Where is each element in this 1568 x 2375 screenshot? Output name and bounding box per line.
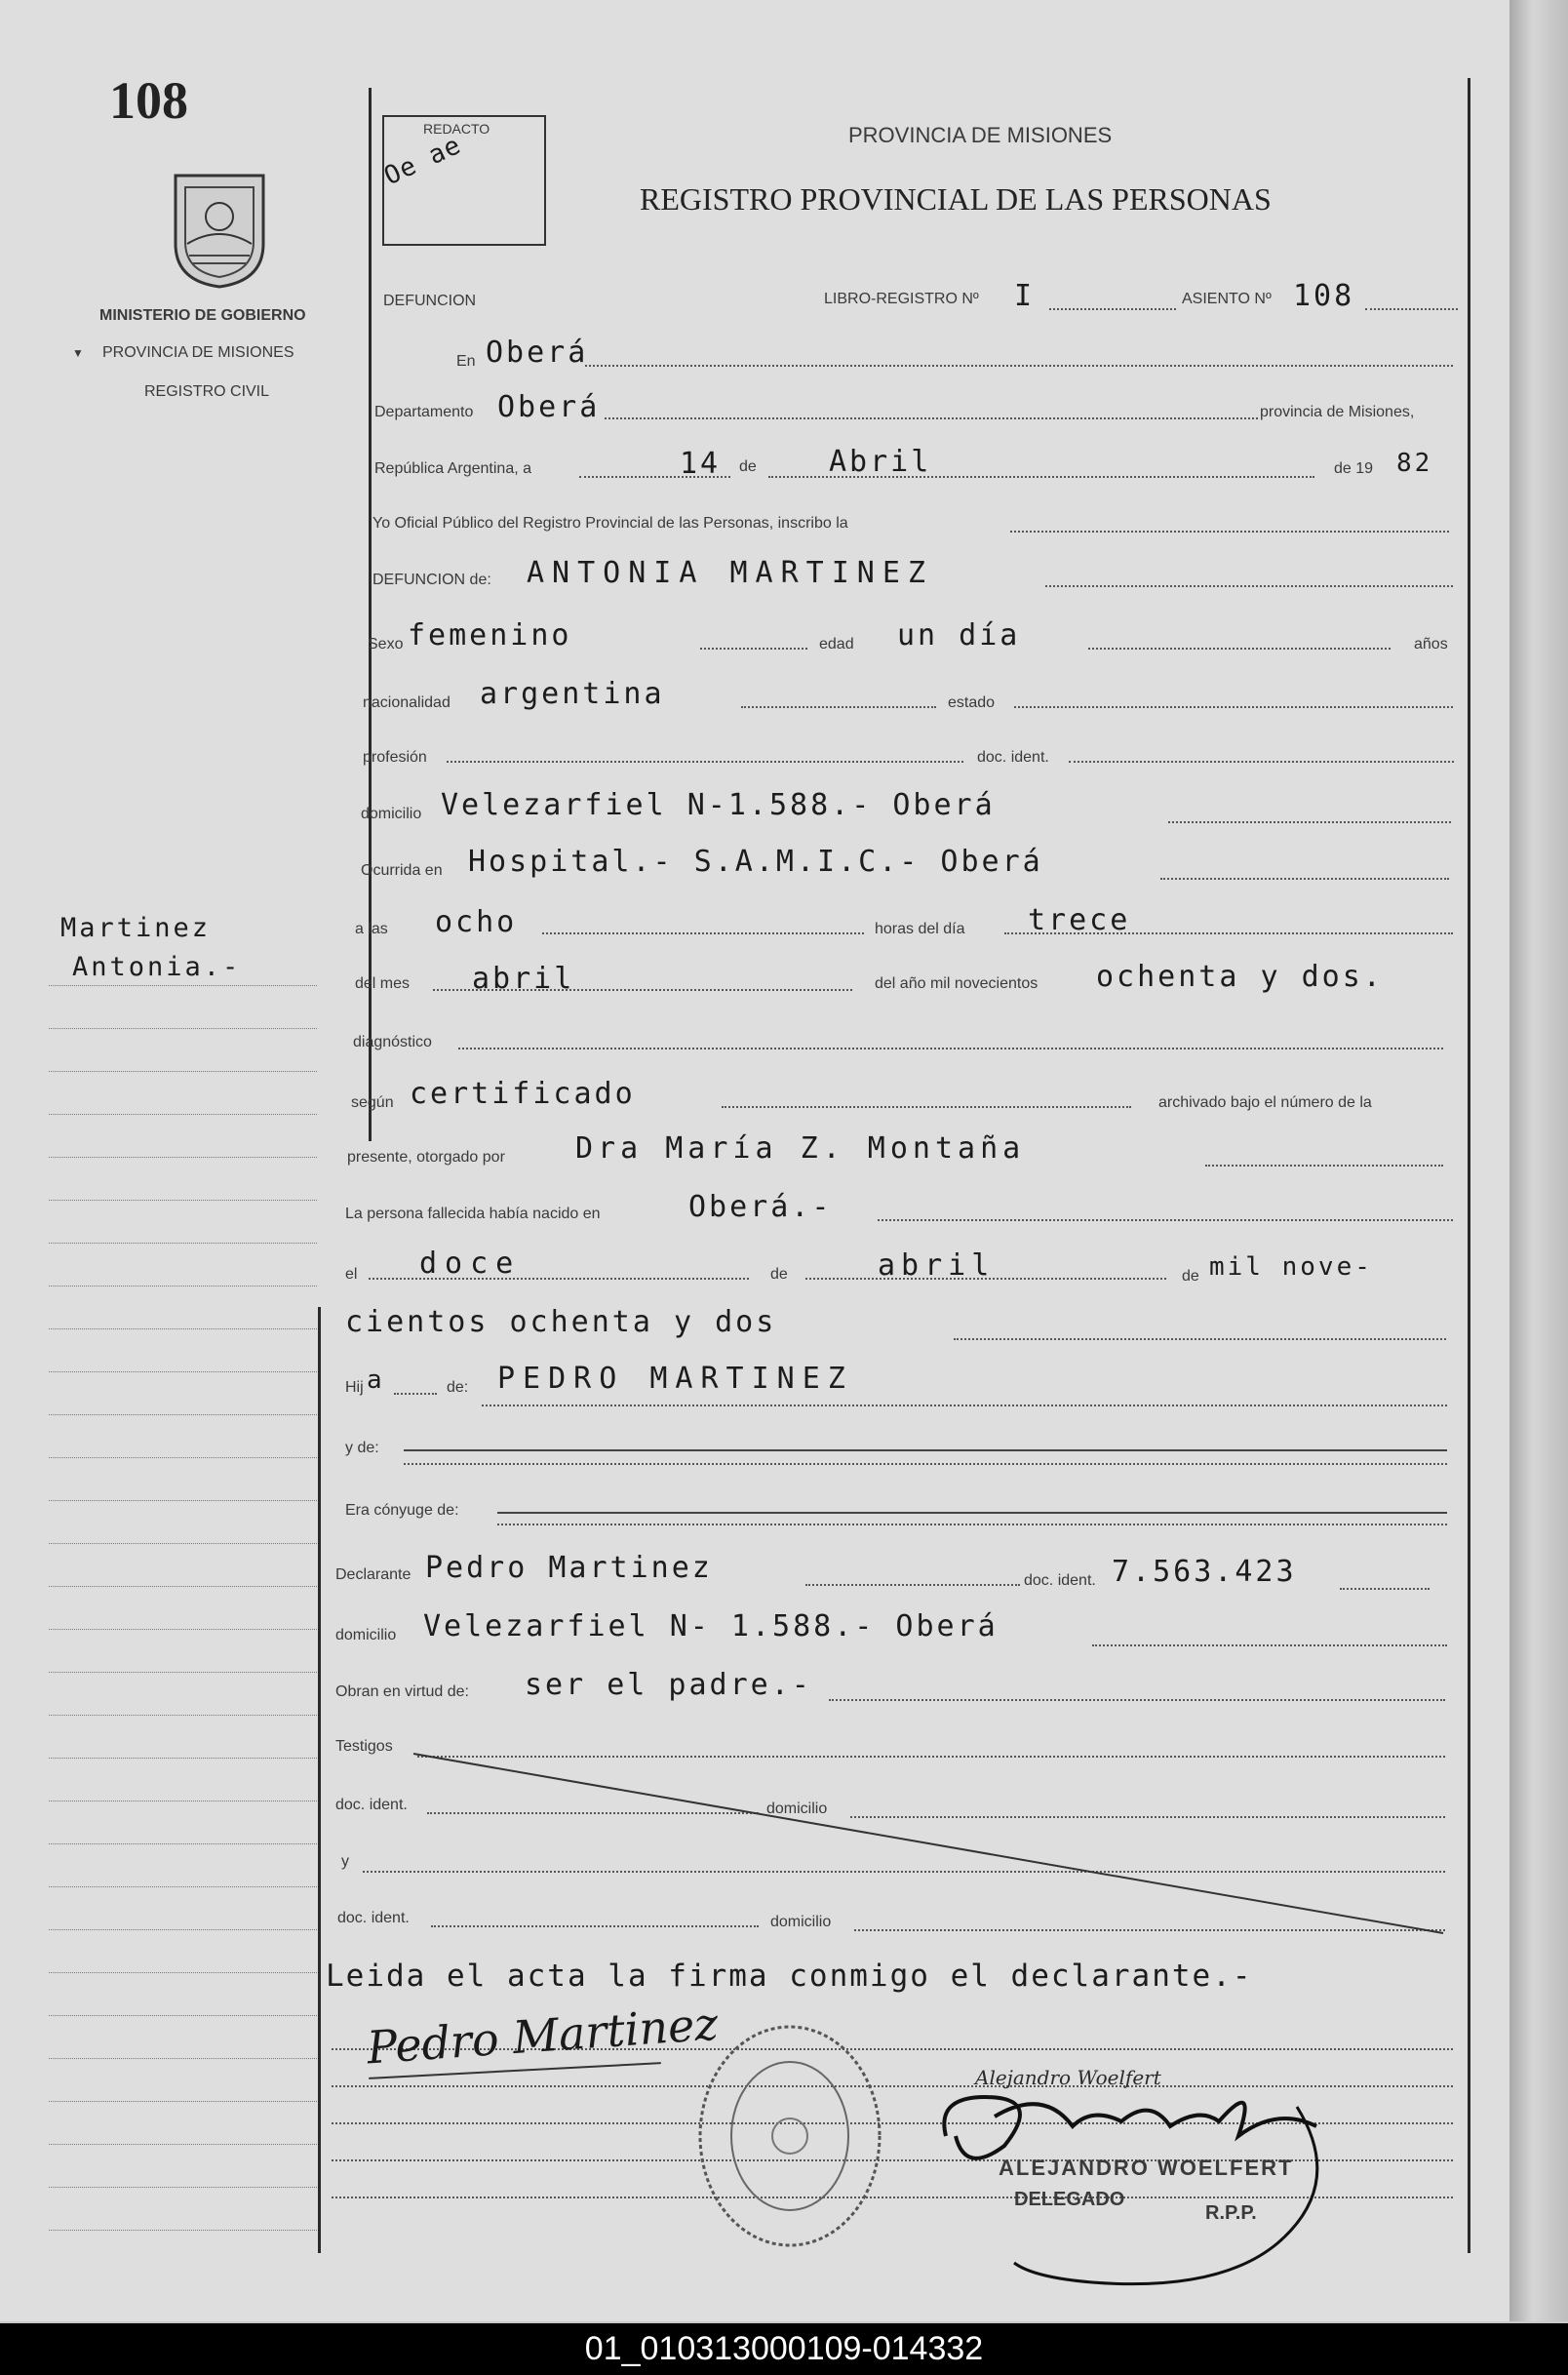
oficial-rule [1010,531,1449,533]
bullet-icon: ▼ [72,346,84,360]
de3-value: mil nove- [1209,1252,1373,1282]
margin-ruled-line [49,1371,317,1372]
estado-rule [1014,706,1453,708]
footer-filename: 01_010313000109-014332 [584,2330,984,2367]
margin-ruled-line [49,2187,317,2188]
nacionalidad-value: argentina [480,677,665,711]
departamento-rule [605,417,1258,419]
date-de-label: de [739,458,757,475]
el-label: el [345,1266,358,1283]
horas-rule [1004,932,1453,934]
ocurrida-value: Hospital.- S.A.M.I.C.- Oberá [468,845,1043,879]
defuncion-de-value: ANTONIA MARTINEZ [527,556,933,590]
margin-ruled-line [49,1672,317,1673]
header-province: PROVINCIA DE MISIONES [848,123,1113,147]
margin-ruled-line [49,2101,317,2102]
margin-ruled-line [49,1843,317,1844]
official-signature-icon [926,2068,1355,2302]
en-label: En [456,353,476,370]
y-de-strike-line [404,1449,1447,1451]
page-edge-shadow [1509,0,1568,2321]
ocurrida-label: Ocurrida en [361,862,443,879]
ocurrida-rule [1160,878,1449,880]
hijo-suffix: a [367,1366,385,1395]
margin-ruled-line [49,2058,317,2059]
margin-ruled-line [49,1543,317,1544]
de3-label: de [1182,1268,1199,1285]
margin-ruled-line [49,1414,317,1415]
declarant-signature: Pedro Martinez [365,1997,721,2075]
domicilio2-value: Velezarfiel N- 1.588.- Oberá [423,1609,999,1643]
del-mes-label: del mes [355,975,411,992]
de2-label: de [770,1266,788,1283]
nacido-label: La persona fallecida había nacido en [345,1206,601,1222]
margin-divider-line [318,1307,321,2253]
departamento-value: Oberá [497,390,601,424]
asiento-value: 108 [1293,279,1355,313]
margin-surname: Martinez [60,913,212,943]
oficial-text: Yo Oficial Público del Registro Provincial de las Personas, inscribo la [372,515,848,532]
testigo1-dom-label: domicilio [766,1801,828,1817]
margin-ruled-line [49,2230,317,2231]
page-number: 108 [109,71,188,130]
nacionalidad-label: nacionalidad [363,694,451,711]
margin-ruled-line [49,1114,317,1115]
provincia-suffix: provincia de Misiones, [1260,404,1415,420]
presente-rule [1205,1165,1443,1167]
hijo-de-rule [482,1405,1447,1406]
archivado-label: archivado bajo el número de la [1158,1094,1372,1111]
libro-value: I [1014,279,1036,313]
footer-bar [0,2323,1568,2375]
conyuge-label: Era cónyuge de: [345,1502,459,1519]
republica-label: República Argentina, a [374,460,531,477]
profesion-rule [447,761,963,763]
segun-label: según [351,1094,394,1111]
nacionalidad-rule [741,706,936,708]
declarante-doc-label: doc. ident. [1024,1572,1096,1589]
conyuge-strike-line [497,1512,1447,1514]
provincial-seal-icon [166,166,273,291]
declarante-label: Declarante [335,1566,412,1583]
margin-ruled-line [49,985,317,986]
a-las-rule [542,932,864,934]
de2-rule [805,1278,1166,1280]
hijo-rule [394,1393,437,1395]
declarante-rule [805,1584,1020,1586]
obran-rule [829,1699,1445,1701]
anos-label: años [1414,636,1448,653]
en-value: Oberá [486,336,589,370]
record-type-label: DEFUNCION [383,293,477,309]
del-mes-rule [433,989,852,991]
left-province-label: PROVINCIA DE MISIONES [102,344,294,361]
official-signature-text: Alejandro Woelfert [975,2066,1161,2089]
margin-ruled-line [49,1157,317,1158]
a-las-label: a las [355,921,388,937]
registry-round-stamp-icon [692,2019,887,2253]
de2-value: abril [878,1248,996,1283]
defuncion-de-label: DEFUNCION de: [372,572,491,588]
edad-label: edad [819,636,854,653]
sexo-label: Sexo [368,636,404,653]
continuation-rule [954,1338,1446,1340]
closing-text: Leida el acta la firma conmigo el declarante.- [326,1959,1253,1994]
testigo2-dom-label: domicilio [770,1914,832,1930]
en-rule [585,365,1453,367]
libro-rule [1049,308,1176,310]
y-de-rule [404,1463,1447,1465]
doc-ident-label: doc. ident. [977,749,1049,766]
segun-value: certificado [410,1077,636,1111]
margin-given-name: Antonia.- [72,952,242,982]
domicilio-rule [1168,821,1451,823]
official-title-stamp: DELEGADO [1014,2189,1125,2210]
declarante-value: Pedro Martinez [425,1551,713,1585]
margin-ruled-line [49,1629,317,1630]
edad-rule [1088,648,1391,650]
redacto-initials: Oe ae [379,130,466,192]
year-label: de 19 [1334,460,1374,477]
domicilio2-rule [1092,1644,1447,1646]
diagnostico-rule [458,1048,1443,1049]
margin-ruled-line [49,1715,317,1716]
nacido-rule [878,1219,1453,1221]
margin-ruled-line [49,1457,317,1458]
margin-ruled-line [49,1972,317,1973]
margin-ruled-line [49,1071,317,1072]
el-rule [369,1278,749,1280]
margin-ruled-line [49,1586,317,1587]
domicilio-label: domicilio [361,806,422,822]
civil-registry-label: REGISTRO CIVIL [144,383,270,400]
asiento-label: ASIENTO Nº [1182,291,1272,307]
defuncion-de-rule [1045,585,1453,587]
declarante-doc-rule [1340,1588,1430,1590]
diagnostico-label: diagnóstico [353,1034,432,1050]
testigos-cancel-line [410,1746,1453,1941]
hijo-de-value: PEDRO MARTINEZ [497,1362,853,1396]
del-mes-value: abril [472,962,575,996]
margin-ruled-line [49,1328,317,1329]
el-value: doce [419,1247,522,1281]
continuation-value: cientos ochenta y dos [345,1305,777,1339]
year-value: 82 [1396,449,1433,478]
testigo-y-label: y [341,1853,349,1870]
ministry-label: MINISTERIO DE GOBIERNO [99,307,306,324]
form-right-border [1468,78,1470,2253]
official-office-stamp: R.P.P. [1205,2202,1257,2224]
margin-ruled-line [49,1886,317,1887]
horas-label: horas del día [875,921,965,937]
conyuge-rule [497,1524,1447,1525]
domicilio2-label: domicilio [335,1627,397,1643]
obran-label: Obran en virtud de: [335,1683,469,1700]
horas-value: trece [1028,903,1131,937]
margin-ruled-line [49,1200,317,1201]
sexo-rule [700,648,807,650]
nacido-value: Oberá.- [688,1190,833,1224]
doc-ident-rule [1069,761,1454,763]
ano-label: del año mil novecientos [875,975,1039,992]
margin-ruled-line [49,2144,317,2145]
presente-value: Dra María Z. Montaña [575,1131,1026,1166]
margin-ruled-line [49,1243,317,1244]
libro-label: LIBRO-REGISTRO Nº [824,291,979,307]
margin-ruled-line [49,1929,317,1930]
profesion-label: profesión [363,749,427,766]
margin-ruled-line [49,2015,317,2016]
month-value: Abril [829,445,932,479]
day-value: 14 [680,447,722,481]
asiento-rule [1365,308,1458,310]
margin-ruled-line [49,1028,317,1029]
obran-value: ser el padre.- [525,1668,812,1702]
redacto-label: REDACTO [423,121,490,137]
header-title: REGISTRO PROVINCIAL DE LAS PERSONAS [640,181,1272,217]
testigo2-doc-label: doc. ident. [337,1910,410,1926]
ano-value: ochenta y dos. [1096,960,1384,994]
margin-ruled-line [49,1500,317,1501]
declarante-doc-value: 7.563.423 [1112,1555,1297,1589]
margin-ruled-line [49,1758,317,1759]
y-de-label: y de: [345,1440,379,1456]
a-las-value: ocho [435,905,518,939]
segun-rule [722,1106,1131,1108]
testigo1-doc-label: doc. ident. [335,1797,408,1813]
hijo-label: Hij [345,1379,364,1396]
domicilio-value: Velezarfiel N-1.588.- Oberá [441,788,996,822]
presente-label: presente, otorgado por [347,1149,505,1166]
estado-label: estado [948,694,996,711]
official-name-stamp: ALEJANDRO WOELFERT [999,2156,1294,2180]
departamento-label: Departamento [374,404,474,420]
edad-value: un día [897,618,1021,653]
sexo-value: femenino [408,618,572,653]
testigos-label: Testigos [335,1738,393,1755]
hijo-de-label: de: [447,1379,469,1396]
